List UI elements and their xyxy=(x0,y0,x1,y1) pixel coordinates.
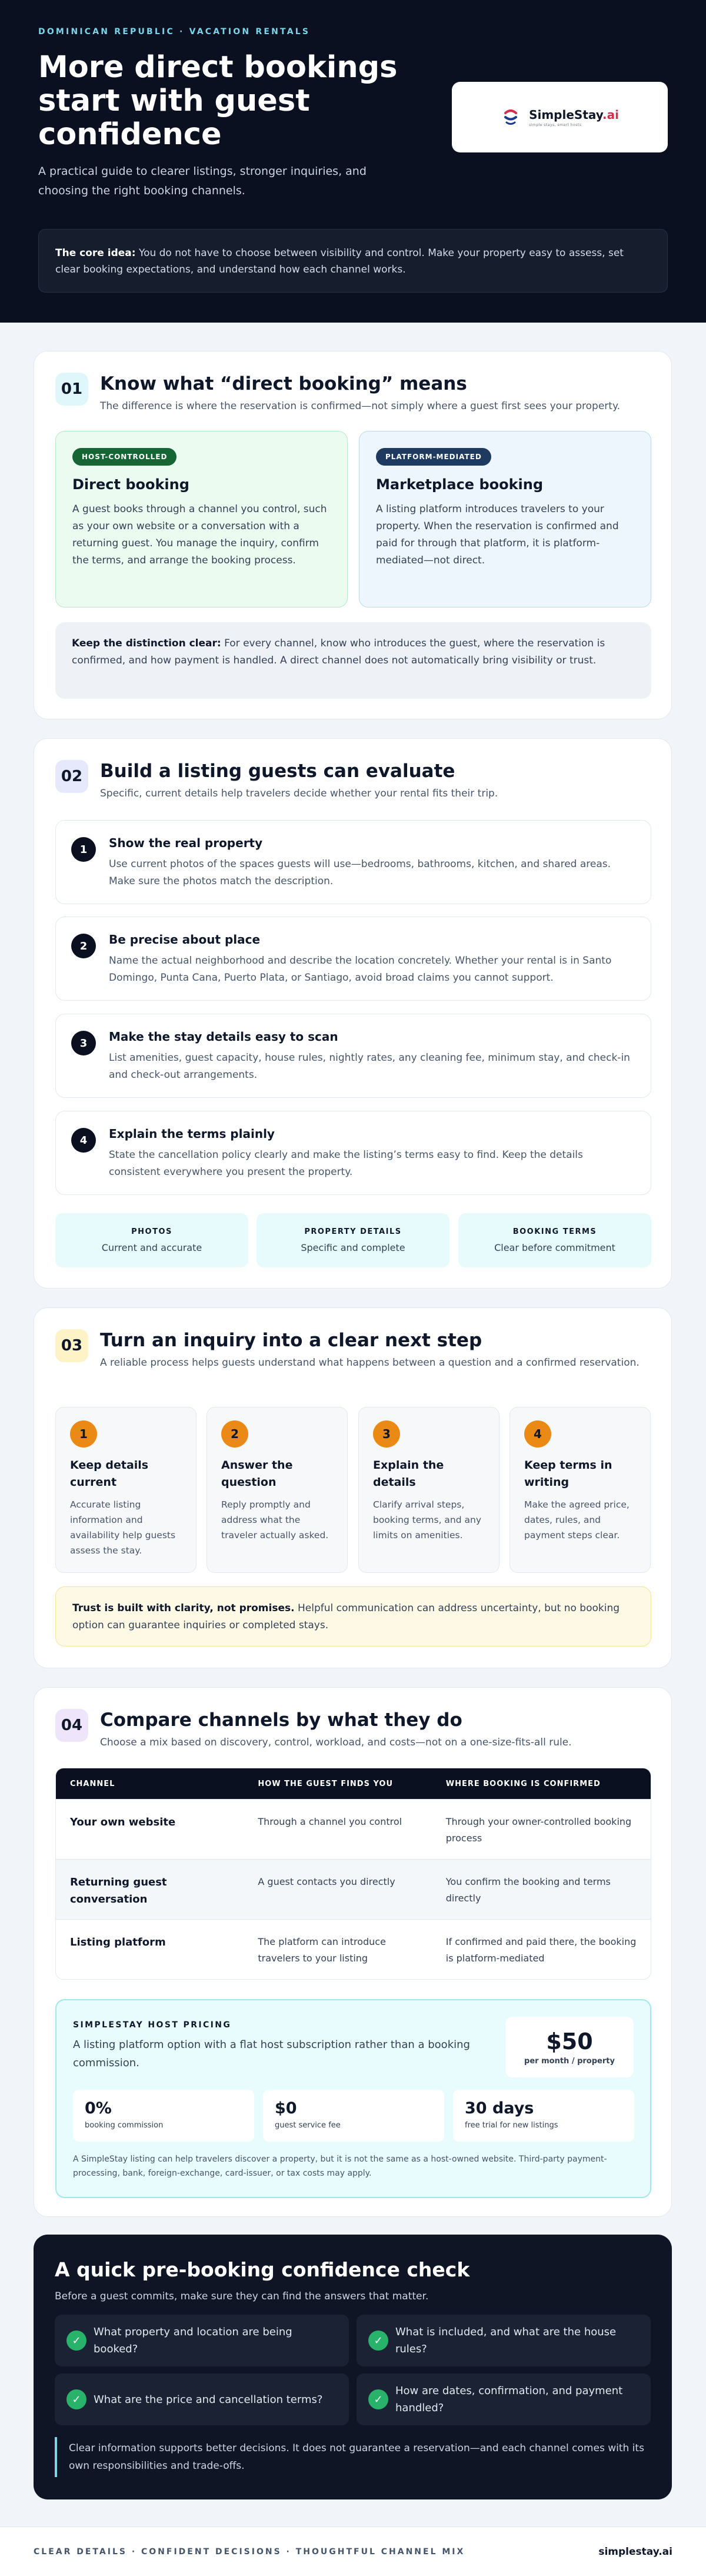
stat-value: 30 days xyxy=(465,2099,534,2117)
price-badge xyxy=(505,2017,634,2077)
pricing-fine-print: A SimpleStay listing can help travelers discover a property, but it is not the same as a host-owned website. Third-party payment-processing, bank, foreign-exchange, card-issuer, or tax costs may apply. xyxy=(73,2155,607,2178)
process-card xyxy=(358,1407,499,1573)
hero-section xyxy=(0,0,706,323)
logo-tagline: simple stays, smart hosts xyxy=(529,122,582,127)
card-title: Marketplace booking xyxy=(376,476,544,493)
footer-site-link[interactable]: simplestay.ai xyxy=(598,2545,672,2558)
chip-property-details xyxy=(257,1213,449,1267)
check-subtitle: Before a guest commits, make sure they can find the answers that matter. xyxy=(55,2290,429,2302)
stat-label: free trial for new listings xyxy=(465,2121,558,2130)
pricing-box xyxy=(55,1999,651,2198)
price-value: $50 xyxy=(546,2029,593,2054)
process-card xyxy=(509,1407,651,1573)
logo-suffix: .ai xyxy=(602,107,619,122)
note-label: Keep the distinction clear: xyxy=(72,638,221,649)
step-number: 3 xyxy=(71,1031,96,1055)
step-title: Be precise about place xyxy=(109,932,261,947)
note-text: Helpful communication can address uncertainty, but no booking option can guarantee inquiries or completed stays. xyxy=(72,1602,620,1631)
marketplace-booking-card xyxy=(359,431,651,608)
simplestay-logo-icon xyxy=(501,107,521,127)
section-title: Build a listing guests can evaluate xyxy=(100,761,455,782)
chip-value: Clear before commitment xyxy=(494,1242,615,1253)
section-subtitle: Choose a mix based on discovery, control, workload, and costs—not on a one-size-fits-all rule. xyxy=(100,1737,572,1748)
card-text: A listing platform introduces travelers to your property. When the reservation is confirmed and paid for through that platform, it is platform-mediated—not direct. xyxy=(376,503,619,566)
step-number: 1 xyxy=(71,837,96,862)
step-title: Make the stay details easy to scan xyxy=(109,1030,338,1044)
check-item-text: How are dates, confirmation, and payment handled? xyxy=(395,2385,623,2414)
cell-finds: Through a channel you control xyxy=(258,1816,402,1827)
hero-subtitle: A practical guide to clearer listings, stronger inquiries, and choosing the right booking channels. xyxy=(38,165,367,197)
cell-confirmed: If confirmed and paid there, the booking is platform-mediated xyxy=(445,1936,637,1964)
logo-card xyxy=(452,82,668,152)
cell-confirmed: You confirm the booking and terms directly xyxy=(445,1876,611,1904)
card-title: Direct booking xyxy=(72,476,189,493)
column-header: CHANNEL xyxy=(70,1779,115,1788)
check-item-text: What is included, and what are the house rules? xyxy=(395,2326,617,2355)
core-idea-label: The core idea: xyxy=(55,247,136,259)
cell-finds: The platform can introduce travelers to your listing xyxy=(258,1936,386,1964)
table-row xyxy=(56,1859,651,1919)
process-number: 1 xyxy=(70,1420,97,1448)
cell-confirmed: Through your owner-controlled booking process xyxy=(445,1816,632,1844)
check-item-text: What property and location are being booked? xyxy=(94,2326,292,2355)
chip-title: PHOTOS xyxy=(131,1227,172,1236)
section-number: 04 xyxy=(55,1709,88,1742)
note-text: For every channel, know who introduces the guest, where the reservation is confirmed, and how payment is handled. A direct channel does not automatically bring visibility or trust. xyxy=(72,638,605,666)
section-listing xyxy=(34,738,672,1289)
process-title: Keep details current xyxy=(70,1459,149,1489)
pricing-description: A listing platform option with a flat host subscription rather than a booking commission. xyxy=(73,2039,470,2069)
check-item xyxy=(357,2315,651,2366)
process-title: Explain the details xyxy=(373,1459,444,1489)
step-text: List amenities, guest capacity, house rules, nightly rates, any cleaning fee, minimum stay, and check-in and check-out arrangements. xyxy=(109,1052,630,1081)
section-title: Know what “direct booking” means xyxy=(100,373,467,394)
step-text: State the cancellation policy clearly and make the listing’s terms easy to find. Keep the details consistent everywhere you present the property. xyxy=(109,1149,583,1178)
process-title: Keep terms in writing xyxy=(524,1459,612,1489)
section-number: 02 xyxy=(55,760,88,793)
note-label: Trust is built with clarity, not promises. xyxy=(72,1602,295,1614)
process-text: Accurate listing information and availability help guests assess the stay. xyxy=(70,1499,176,1556)
cell-channel: Listing platform xyxy=(70,1936,166,1948)
table-header xyxy=(56,1768,651,1799)
process-number: 3 xyxy=(373,1420,400,1448)
logo-name: SimpleStay xyxy=(529,107,602,122)
price-unit: per month / property xyxy=(524,2057,615,2066)
table-row xyxy=(56,1799,651,1859)
step-title: Show the real property xyxy=(109,836,263,850)
process-card xyxy=(207,1407,348,1573)
section-inquiry xyxy=(34,1307,672,1668)
step-number: 4 xyxy=(71,1128,96,1153)
chip-photos xyxy=(55,1213,248,1267)
step-text: Use current photos of the spaces guests will use—bedrooms, bathrooms, kitchen, and shared areas. Make sure the photos match the description. xyxy=(109,858,611,887)
footer xyxy=(0,2527,706,2576)
process-text: Clarify arrival steps, booking terms, and any limits on amenities. xyxy=(373,1499,482,1541)
hero-eyebrow: DOMINICAN REPUBLIC · VACATION RENTALS xyxy=(38,27,311,36)
check-disclaimer: Clear information supports better decisions. It does not guarantee a reservation—and each channel comes with its own responsibilities and trade-offs. xyxy=(55,2437,651,2477)
cell-channel: Returning guest conversation xyxy=(70,1876,167,1906)
section-subtitle: The difference is where the reservation is confirmed—not simply where a guest first sees your property. xyxy=(100,400,620,412)
chip-title: PROPERTY DETAILS xyxy=(304,1227,402,1236)
stat-label: guest service fee xyxy=(275,2121,341,2130)
footer-tagline: CLEAR DETAILS · CONFIDENT DECISIONS · THOUGHTFUL CHANNEL MIX xyxy=(34,2547,465,2557)
hero-title: More direct bookings start with guest confidence xyxy=(38,50,398,152)
cell-finds: A guest contacts you directly xyxy=(258,1876,395,1887)
core-idea-box xyxy=(38,229,668,293)
section-direct-booking xyxy=(34,351,672,719)
logo-wordmark xyxy=(529,108,619,127)
step-item xyxy=(55,917,651,1001)
section-subtitle: Specific, current details help travelers decide whether your rental fits their trip. xyxy=(100,788,498,799)
check-item-text: What are the price and cancellation terms? xyxy=(94,2393,323,2406)
core-idea-text: You do not have to choose between visibility and control. Make your property easy to assess, set clear booking expectations, and understand how each channel works. xyxy=(55,247,624,275)
section-subtitle: A reliable process helps guests understand what happens between a question and a confirmed reservation. xyxy=(100,1357,640,1369)
trust-note xyxy=(55,1586,651,1646)
chip-booking-terms xyxy=(458,1213,651,1267)
section-title: Compare channels by what they do xyxy=(100,1709,462,1731)
chip-value: Specific and complete xyxy=(301,1242,405,1253)
step-title: Explain the terms plainly xyxy=(109,1127,275,1141)
process-number: 4 xyxy=(524,1420,551,1448)
step-item xyxy=(55,1111,651,1195)
step-item xyxy=(55,820,651,904)
stat-label: booking commission xyxy=(85,2121,164,2130)
stat-value: $0 xyxy=(275,2099,297,2117)
section-title: Turn an inquiry into a clear next step xyxy=(100,1330,482,1351)
column-header: HOW THE GUEST FINDS YOU xyxy=(258,1779,394,1788)
process-title: Answer the question xyxy=(221,1459,293,1489)
section-channels xyxy=(34,1687,672,2217)
check-title: A quick pre-booking confidence check xyxy=(55,2258,470,2281)
check-icon: ✓ xyxy=(66,2331,86,2351)
check-item xyxy=(55,2373,349,2425)
section-number: 01 xyxy=(55,373,88,406)
distinction-note xyxy=(55,622,651,699)
stat-card xyxy=(453,2090,634,2142)
section-number: 03 xyxy=(55,1329,88,1362)
platform-mediated-pill: PLATFORM-MEDIATED xyxy=(376,448,491,466)
channel-table xyxy=(55,1768,651,1980)
process-text: Reply promptly and address what the traveler actually asked. xyxy=(221,1499,329,1541)
step-item xyxy=(55,1014,651,1098)
check-item xyxy=(357,2373,651,2425)
chip-title: BOOKING TERMS xyxy=(512,1227,597,1236)
direct-booking-card xyxy=(55,431,348,608)
column-header: WHERE BOOKING IS CONFIRMED xyxy=(445,1779,601,1788)
check-item xyxy=(55,2315,349,2366)
process-number: 2 xyxy=(221,1420,248,1448)
stat-card xyxy=(73,2090,254,2142)
process-card xyxy=(55,1407,197,1573)
host-controlled-pill: HOST-CONTROLLED xyxy=(72,448,176,466)
chip-value: Current and accurate xyxy=(101,1242,202,1253)
process-text: Make the agreed price, dates, rules, and payment steps clear. xyxy=(524,1499,630,1541)
pricing-label: SIMPLESTAY HOST PRICING xyxy=(73,2020,232,2030)
step-text: Name the actual neighborhood and describe the location concretely. Whether your rental is in Santo Domingo, Punta Cana, Puerto Plata, or Santiago, avoid broad claims you cannot support. xyxy=(109,955,612,984)
check-icon: ✓ xyxy=(368,2389,388,2409)
confidence-check-section xyxy=(34,2235,672,2499)
step-number: 2 xyxy=(71,934,96,958)
stat-value: 0% xyxy=(85,2099,112,2117)
card-text: A guest books through a channel you control, such as your own website or a conversation with a returning guest. You manage the inquiry, confirm the terms, and arrange the booking process. xyxy=(72,503,327,566)
check-icon: ✓ xyxy=(66,2389,86,2409)
stat-card xyxy=(263,2090,444,2142)
check-icon: ✓ xyxy=(368,2331,388,2351)
cell-channel: Your own website xyxy=(70,1816,176,1828)
table-row xyxy=(56,1919,651,1979)
